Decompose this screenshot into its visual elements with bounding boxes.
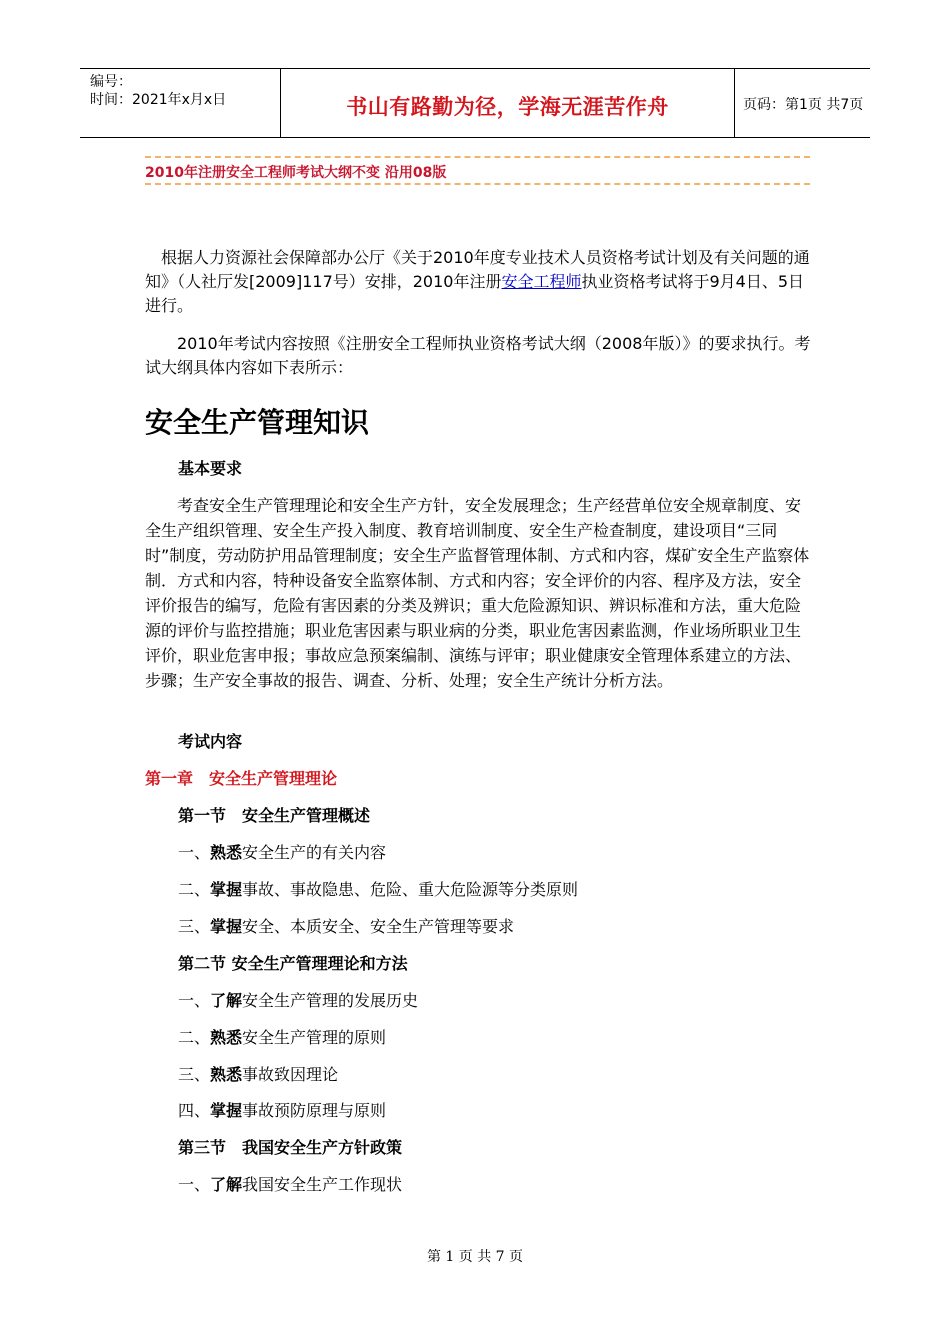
dashed-divider-bottom xyxy=(145,183,810,185)
list-item: 二、掌握事故、事故隐患、危险、重大危险源等分类原则 xyxy=(178,880,579,899)
header-right-cell xyxy=(735,69,870,137)
section-1-heading: 第一节 安全生产管理概述 xyxy=(178,806,371,825)
document-time-label: 时间：2021年x月x日 xyxy=(90,92,227,108)
list-item: 三、熟悉事故致因理论 xyxy=(178,1065,339,1084)
section-title: 安全生产管理知识 xyxy=(145,406,370,439)
basic-requirements-text: 考查安全生产管理理论和安全生产方针，安全发展理念；生产经营单位安全规章制度、安全生产组织管理、安全生产投入制度、教育培训制度、安全生产检查制度，建设项目“三同时”制度，劳动防护用品管理制度；安全生产监督管理体制、方式和内容，煤矿安全生产监察体制．方式和内容，特种设备安全监察体制、方式和内容；安全评价的内容、程序及方法，安全评价报告的编写，危险有害因素的分类及辨识；重大危险源知识、辨识标准和方法，重大危险源的评价与监控措施；职业危害因素与职业病的分类，职业危害因素监测，作业场所职业卫生评价，职业危害申报；事故应急预案编制、演练与评审；职业健康安全管理体系建立的方法、步骤；生产安全事故的报告、调查、分析、处理；安全生产统计分析方法。 xyxy=(145,496,810,690)
list-item: 一、熟悉安全生产的有关内容 xyxy=(178,843,387,862)
list-item: 一、了解我国安全生产工作现状 xyxy=(178,1175,403,1194)
dashed-divider-top xyxy=(145,156,810,158)
header-center-cell xyxy=(281,69,735,137)
chapter-1-heading: 第一章 安全生产管理理论 xyxy=(145,769,338,788)
basic-requirements-heading: 基本要求 xyxy=(178,459,243,478)
header-motto: 书山有路勤为径，学海无涯苦作舟 xyxy=(346,95,669,119)
list-item: 二、熟悉安全生产管理的原则 xyxy=(178,1028,387,1047)
list-item: 一、了解安全生产管理的发展历史 xyxy=(178,991,419,1010)
document-number-label: 编号： xyxy=(90,74,132,90)
safety-engineer-link[interactable]: 安全工程师 xyxy=(501,272,582,291)
exam-content-heading: 考试内容 xyxy=(178,732,243,751)
document-subtitle: 2010年注册安全工程师考试大纲不变 沿用08版 xyxy=(145,162,456,182)
page-header xyxy=(80,68,870,138)
page-footer: 第 1 页 共 7 页 xyxy=(426,1249,524,1265)
list-item: 四、掌握事故预防原理与原则 xyxy=(178,1101,387,1120)
list-item: 三、掌握安全、本质安全、安全生产管理等要求 xyxy=(178,917,515,936)
header-left-cell xyxy=(80,69,281,137)
header-page-info: 页码：第1页 共7页 xyxy=(743,97,864,113)
intro-text-start: 根据人力资源社会保障部办公厅《关于2010年度专业技术人员资格考试计划及有关问题的通知》（人社厅发[2009]117号）安排，2010年注册 xyxy=(145,248,810,291)
section-3-heading: 第三节 我国安全生产方针政策 xyxy=(178,1138,403,1157)
intro-paragraph-2: 2010年考试内容按照《注册安全工程师执业资格考试大纲（2008年版）》的要求执行。考试大纲具体内容如下表所示： xyxy=(145,334,811,377)
section-2-heading: 第二节 安全生产管理理论和方法 xyxy=(178,954,408,973)
intro-paragraph-1 xyxy=(145,246,813,318)
intro-text-end: 执业资格考试将于9月4日、5日进行。 xyxy=(145,272,805,315)
